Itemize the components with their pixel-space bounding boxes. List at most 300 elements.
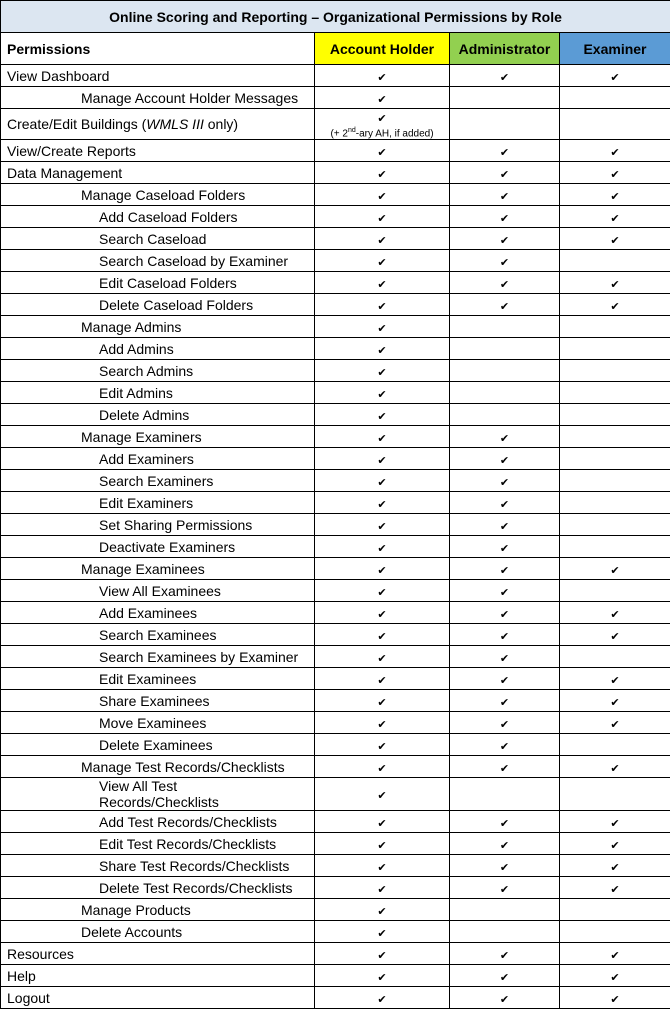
administrator-cell (450, 162, 560, 184)
account-holder-cell (315, 833, 450, 855)
check-icon: ✔ (377, 520, 387, 533)
administrator-cell (450, 184, 560, 206)
administrator-cell (450, 206, 560, 228)
permission-label: Move Examinees (1, 712, 315, 734)
check-icon: ✔ (610, 762, 620, 775)
check-icon: ✔ (377, 256, 387, 269)
title-row (1, 1, 670, 33)
permission-label: Set Sharing Permissions (1, 514, 315, 536)
table-row (1, 184, 670, 206)
check-icon: ✔ (499, 454, 510, 467)
table-row (1, 272, 670, 294)
administrator-cell (450, 877, 560, 899)
administrator-cell (450, 140, 560, 162)
permission-label: Edit Test Records/Checklists (1, 833, 315, 855)
examiner-cell (560, 756, 670, 778)
check-icon: ✔ (499, 817, 510, 830)
permission-label: Manage Examinees (1, 558, 315, 580)
check-icon: ✔ (499, 861, 510, 874)
table-row (1, 690, 670, 712)
examiner-cell (560, 921, 670, 943)
permission-label: Search Admins (1, 360, 315, 382)
examiner-cell (560, 140, 670, 162)
note-text: (+ 2 (330, 128, 348, 140)
examiner-cell (560, 382, 670, 404)
check-icon: ✔ (377, 564, 387, 577)
administrator-cell (450, 778, 560, 811)
check-icon: ✔ (610, 608, 620, 621)
check-icon: ✔ (499, 542, 510, 555)
note-text: -ary AH, if added) (355, 128, 434, 140)
permission-label: Add Caseload Folders (1, 206, 315, 228)
check-icon: ✔ (610, 190, 620, 203)
check-icon: ✔ (499, 256, 510, 269)
administrator-cell (450, 602, 560, 624)
check-icon: ✔ (377, 718, 387, 731)
table-row (1, 624, 670, 646)
account-holder-cell (315, 690, 450, 712)
account-holder-header: Account Holder (315, 33, 450, 65)
examiner-cell (560, 426, 670, 448)
administrator-cell (450, 448, 560, 470)
check-icon: ✔ (377, 971, 387, 984)
permission-label: View All Examinees (1, 580, 315, 602)
administrator-cell (450, 646, 560, 668)
table-row (1, 228, 670, 250)
table-row (1, 833, 670, 855)
account-holder-cell (315, 470, 450, 492)
administrator-cell (450, 426, 560, 448)
account-holder-cell (315, 877, 450, 899)
account-holder-cell (315, 580, 450, 602)
account-holder-cell (315, 668, 450, 690)
administrator-cell (450, 294, 560, 316)
check-icon: ✔ (610, 168, 620, 181)
permission-label: Delete Admins (1, 404, 315, 426)
table-row (1, 558, 670, 580)
examiner-cell (560, 690, 670, 712)
administrator-cell (450, 943, 560, 965)
account-holder-cell (315, 87, 450, 109)
permission-label: Search Caseload by Examiner (1, 250, 315, 272)
table-row (1, 965, 670, 987)
table-row (1, 426, 670, 448)
account-holder-cell (315, 65, 450, 87)
check-icon: ✔ (499, 696, 510, 709)
check-icon: ✔ (377, 949, 387, 962)
check-icon: ✔ (499, 718, 510, 731)
check-icon: ✔ (377, 861, 387, 874)
account-holder-cell (315, 426, 450, 448)
check-icon: ✔ (610, 630, 620, 643)
check-icon: ✔ (377, 586, 387, 599)
examiner-cell (560, 855, 670, 877)
check-icon: ✔ (377, 652, 387, 665)
table-row (1, 492, 670, 514)
administrator-cell (450, 558, 560, 580)
check-icon: ✔ (377, 883, 387, 896)
table-row (1, 778, 670, 811)
check-icon: ✔ (377, 608, 387, 621)
administrator-cell (450, 382, 560, 404)
check-icon: ✔ (610, 949, 620, 962)
check-icon: ✔ (499, 498, 510, 511)
check-icon: ✔ (610, 861, 620, 874)
check-icon: ✔ (499, 300, 510, 313)
examiner-cell (560, 965, 670, 987)
check-icon: ✔ (610, 212, 620, 225)
check-icon: ✔ (377, 212, 387, 225)
check-icon: ✔ (499, 146, 510, 159)
table-row (1, 712, 670, 734)
check-icon: ✔ (610, 674, 620, 687)
check-icon: ✔ (377, 542, 387, 555)
check-icon: ✔ (377, 674, 387, 687)
permission-label: Add Test Records/Checklists (1, 811, 315, 833)
permission-label: View/Create Reports (1, 140, 315, 162)
permission-label: Help (1, 965, 315, 987)
check-icon: ✔ (377, 71, 387, 84)
header-row (1, 33, 670, 65)
account-holder-cell (315, 140, 450, 162)
examiner-cell (560, 778, 670, 811)
table-row (1, 668, 670, 690)
examiner-cell (560, 580, 670, 602)
table-row (1, 360, 670, 382)
check-icon: ✔ (377, 432, 387, 445)
table-row (1, 943, 670, 965)
permission-label: Delete Examinees (1, 734, 315, 756)
check-icon: ✔ (499, 883, 510, 896)
examiner-cell (560, 250, 670, 272)
account-holder-cell (315, 899, 450, 921)
examiner-cell (560, 492, 670, 514)
check-icon: ✔ (610, 718, 620, 731)
check-icon: ✔ (610, 971, 620, 984)
administrator-cell (450, 855, 560, 877)
account-holder-cell (315, 811, 450, 833)
examiner-cell (560, 712, 670, 734)
table-row (1, 382, 670, 404)
table-row (1, 921, 670, 943)
account-holder-cell (315, 855, 450, 877)
check-icon: ✔ (499, 190, 510, 203)
check-icon: ✔ (377, 113, 387, 125)
table-row (1, 109, 670, 140)
administrator-cell (450, 514, 560, 536)
check-icon: ✔ (499, 212, 510, 225)
table-row (1, 877, 670, 899)
permission-label (1, 778, 315, 811)
table-row (1, 140, 670, 162)
administrator-cell (450, 580, 560, 602)
permission-label: Delete Caseload Folders (1, 294, 315, 316)
check-icon: ✔ (499, 762, 510, 775)
check-icon: ✔ (377, 630, 387, 643)
administrator-cell (450, 470, 560, 492)
account-holder-cell (315, 206, 450, 228)
check-icon: ✔ (377, 388, 387, 401)
permission-label: Edit Admins (1, 382, 315, 404)
administrator-cell (450, 316, 560, 338)
permission-label: Manage Test Records/Checklists (1, 756, 315, 778)
permission-label: Search Caseload (1, 228, 315, 250)
administrator-cell (450, 811, 560, 833)
check-icon: ✔ (377, 905, 387, 918)
examiner-cell (560, 987, 670, 1009)
account-holder-cell (315, 602, 450, 624)
check-icon: ✔ (377, 93, 387, 106)
administrator-cell (450, 536, 560, 558)
examiner-cell (560, 228, 670, 250)
examiner-cell (560, 734, 670, 756)
table-row (1, 250, 670, 272)
permission-rows (1, 65, 670, 1009)
permission-label: View Dashboard (1, 65, 315, 87)
check-icon: ✔ (499, 674, 510, 687)
administrator-cell (450, 712, 560, 734)
examiner-cell (560, 316, 670, 338)
administrator-cell (450, 624, 560, 646)
examiner-cell (560, 272, 670, 294)
label-line: Records/Checklists (99, 794, 219, 811)
check-icon: ✔ (610, 146, 620, 159)
administrator-cell (450, 921, 560, 943)
administrator-cell (450, 404, 560, 426)
account-holder-cell (315, 492, 450, 514)
check-icon: ✔ (377, 366, 387, 379)
account-holder-cell (315, 756, 450, 778)
administrator-cell (450, 899, 560, 921)
check-icon: ✔ (499, 608, 510, 621)
account-holder-cell (315, 712, 450, 734)
account-holder-cell (315, 316, 450, 338)
examiner-cell (560, 294, 670, 316)
account-holder-cell (315, 558, 450, 580)
permission-label: Resources (1, 943, 315, 965)
check-icon: ✔ (499, 432, 510, 445)
examiner-cell (560, 833, 670, 855)
examiner-cell (560, 877, 670, 899)
check-icon: ✔ (499, 993, 510, 1006)
check-icon: ✔ (499, 839, 510, 852)
check-icon: ✔ (499, 949, 510, 962)
examiner-cell (560, 558, 670, 580)
account-holder-cell (315, 382, 450, 404)
check-icon: ✔ (499, 71, 510, 84)
examiner-cell (560, 206, 670, 228)
check-icon: ✔ (377, 498, 387, 511)
check-icon: ✔ (499, 652, 510, 665)
permission-label (1, 109, 315, 140)
table-row (1, 338, 670, 360)
label-text: only) (203, 116, 239, 133)
table-row (1, 448, 670, 470)
administrator-cell (450, 756, 560, 778)
administrator-cell (450, 87, 560, 109)
account-holder-cell (315, 943, 450, 965)
table-row (1, 206, 670, 228)
account-holder-cell (315, 778, 450, 811)
account-holder-cell (315, 360, 450, 382)
check-icon: ✔ (499, 476, 510, 489)
note-text: nd (347, 127, 356, 134)
check-icon: ✔ (377, 790, 387, 803)
examiner-cell (560, 514, 670, 536)
check-icon: ✔ (610, 993, 620, 1006)
check-icon: ✔ (377, 839, 387, 852)
administrator-cell (450, 109, 560, 140)
table-row (1, 734, 670, 756)
table-row (1, 756, 670, 778)
account-holder-cell (315, 536, 450, 558)
check-icon: ✔ (610, 839, 620, 852)
check-icon: ✔ (377, 322, 387, 335)
check-icon: ✔ (610, 564, 620, 577)
administrator-cell (450, 360, 560, 382)
permission-label: Search Examiners (1, 470, 315, 492)
table-title: Online Scoring and Reporting – Organizational Permissions by Role (1, 1, 670, 33)
permission-label: Add Examinees (1, 602, 315, 624)
table-row (1, 162, 670, 184)
check-icon: ✔ (610, 817, 620, 830)
table-row (1, 65, 670, 87)
check-icon: ✔ (377, 740, 387, 753)
permission-label: Share Examinees (1, 690, 315, 712)
account-holder-cell (315, 514, 450, 536)
account-holder-cell (315, 338, 450, 360)
check-icon: ✔ (610, 234, 620, 247)
administrator-cell (450, 272, 560, 294)
check-icon: ✔ (499, 740, 510, 753)
table-row (1, 855, 670, 877)
examiner-cell (560, 87, 670, 109)
table-row (1, 811, 670, 833)
table-row (1, 602, 670, 624)
check-icon: ✔ (499, 564, 510, 577)
check-icon: ✔ (377, 190, 387, 203)
permission-label: Edit Examinees (1, 668, 315, 690)
administrator-cell (450, 987, 560, 1009)
check-icon: ✔ (610, 696, 620, 709)
table-row (1, 87, 670, 109)
product-name: WMLS III (146, 116, 204, 133)
permission-label: Add Examiners (1, 448, 315, 470)
administrator-cell (450, 690, 560, 712)
account-holder-cell (315, 228, 450, 250)
table-row (1, 316, 670, 338)
table-row (1, 987, 670, 1009)
account-holder-cell (315, 404, 450, 426)
permission-label: Manage Products (1, 899, 315, 921)
administrator-cell (450, 833, 560, 855)
check-icon: ✔ (499, 520, 510, 533)
examiner-cell (560, 811, 670, 833)
account-holder-cell (315, 250, 450, 272)
check-icon: ✔ (610, 300, 620, 313)
permission-label: Deactivate Examiners (1, 536, 315, 558)
administrator-cell (450, 228, 560, 250)
administrator-header: Administrator (450, 33, 560, 65)
permission-label: Data Management (1, 162, 315, 184)
check-icon: ✔ (377, 344, 387, 357)
table-row (1, 514, 670, 536)
examiner-cell (560, 338, 670, 360)
account-holder-cell (315, 294, 450, 316)
check-icon: ✔ (499, 971, 510, 984)
examiner-cell (560, 899, 670, 921)
permission-label: Manage Examiners (1, 426, 315, 448)
examiner-cell (560, 646, 670, 668)
permission-label: Share Test Records/Checklists (1, 855, 315, 877)
examiner-cell (560, 624, 670, 646)
account-holder-cell (315, 162, 450, 184)
permission-label: Search Examinees (1, 624, 315, 646)
permission-label: Delete Accounts (1, 921, 315, 943)
table-row (1, 294, 670, 316)
account-holder-cell (315, 921, 450, 943)
examiner-cell (560, 404, 670, 426)
examiner-cell (560, 65, 670, 87)
examiner-header: Examiner (560, 33, 670, 65)
table-row (1, 899, 670, 921)
check-icon: ✔ (377, 168, 387, 181)
examiner-cell (560, 162, 670, 184)
examiner-cell (560, 184, 670, 206)
table-row (1, 404, 670, 426)
permission-label: Manage Account Holder Messages (1, 87, 315, 109)
check-icon: ✔ (499, 586, 510, 599)
examiner-cell (560, 109, 670, 140)
account-holder-cell (315, 448, 450, 470)
examiner-cell (560, 602, 670, 624)
table-row (1, 580, 670, 602)
permission-label: Delete Test Records/Checklists (1, 877, 315, 899)
permission-label: Edit Caseload Folders (1, 272, 315, 294)
account-holder-cell (315, 184, 450, 206)
account-holder-cell (315, 965, 450, 987)
check-icon: ✔ (499, 278, 510, 291)
examiner-cell (560, 943, 670, 965)
check-icon: ✔ (377, 696, 387, 709)
account-holder-cell (315, 272, 450, 294)
permission-label: Search Examinees by Examiner (1, 646, 315, 668)
check-icon: ✔ (377, 300, 387, 313)
check-icon: ✔ (377, 410, 387, 423)
table-row (1, 536, 670, 558)
examiner-cell (560, 360, 670, 382)
permission-label: Logout (1, 987, 315, 1009)
permission-label: Add Admins (1, 338, 315, 360)
check-icon: ✔ (377, 146, 387, 159)
label-line: View All Test (99, 778, 178, 795)
check-icon: ✔ (377, 454, 387, 467)
administrator-cell (450, 65, 560, 87)
label-text: Create/Edit Buildings ( (7, 116, 147, 133)
examiner-cell (560, 448, 670, 470)
check-icon: ✔ (377, 927, 387, 940)
account-holder-cell (315, 734, 450, 756)
check-icon: ✔ (610, 278, 620, 291)
examiner-cell (560, 470, 670, 492)
check-icon: ✔ (377, 476, 387, 489)
table-row (1, 646, 670, 668)
check-icon: ✔ (610, 883, 620, 896)
check-icon: ✔ (377, 762, 387, 775)
check-icon: ✔ (499, 234, 510, 247)
check-icon: ✔ (377, 817, 387, 830)
cell-note (315, 125, 449, 139)
